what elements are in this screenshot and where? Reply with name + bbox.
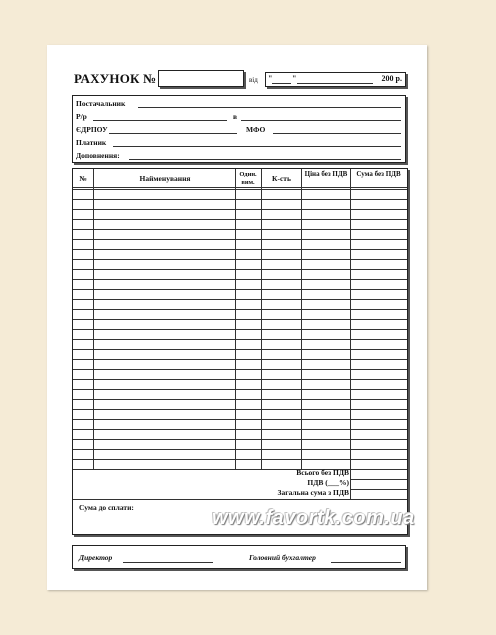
additions-label: Доповнення: [76,151,120,160]
header-divider [73,189,407,190]
parties-info-box [72,95,406,163]
column-divider [235,169,236,469]
invoice-title: РАХУНОК № [74,71,157,86]
column-divider [93,169,94,469]
sum-to-pay-divider [73,499,407,500]
col-header-number: № [79,174,87,183]
table-row [73,459,407,460]
signatures-box [72,545,406,569]
subtotal-label: Всього без ПДВ [296,468,349,477]
account-label: Р/р [76,112,87,121]
site-watermark: www.favortk.com.ua [212,507,415,529]
table-row [73,439,407,440]
table-row [73,449,407,450]
table-row [73,239,407,240]
edrpou-line [109,133,237,134]
table-row [73,469,407,470]
payer-line [113,146,401,147]
table-row [73,279,407,280]
invoice-date-field [265,72,406,87]
vat-label: ПДВ (___%) [307,478,349,487]
date-quote-open: " [268,74,273,83]
table-row [73,409,407,410]
date-from-label: від [249,76,258,84]
mfo-line [273,133,401,134]
table-row [73,339,407,340]
additions-line [129,159,401,160]
table-row [73,249,407,250]
table-row [73,379,407,380]
totals-row [350,479,407,480]
mfo-label: МФО [246,125,266,134]
column-divider [261,169,262,469]
invoice-number-field [158,70,244,87]
account-line [93,120,227,121]
column-divider [350,169,351,469]
table-row [73,199,407,200]
col-header-price: Ціна без ПДВ [304,170,348,178]
bank-in-label: в [233,112,238,121]
edrpou-label: ЄДРПОУ [76,125,108,134]
payer-label: Платник [76,138,107,147]
year-label: 200 р. [381,74,402,83]
column-divider [301,169,302,469]
col-header-qty: К-сть [272,174,291,183]
total-label: Загальна сума з ПДВ [277,488,349,497]
table-row [73,329,407,330]
table-row [73,219,407,220]
table-row [73,259,407,260]
table-row [73,309,407,310]
day-underline [272,83,291,84]
col-header-name: Найменування [139,174,191,183]
accountant-label: Головний бухгалтер [249,553,316,562]
supplier-line [138,107,401,108]
items-table [72,168,408,535]
month-underline [297,83,373,84]
table-row [73,269,407,270]
table-row [73,359,407,360]
director-signature-line [123,562,213,563]
table-row [73,429,407,430]
totals-divider [350,469,351,499]
table-row [73,399,407,400]
accountant-signature-line [331,562,401,563]
table-row [73,229,407,230]
table-row [73,299,407,300]
header-divider [73,187,407,188]
sum-to-pay-label: Сума до сплати: [79,503,134,512]
col-header-unit: Один. вим. [239,171,257,186]
table-row [73,289,407,290]
table-row [73,389,407,390]
table-row [73,319,407,320]
table-row [73,419,407,420]
supplier-label: Постачальник [76,99,126,108]
date-quote-close: " [292,74,297,83]
bank-line [241,120,401,121]
table-row [73,369,407,370]
col-header-sum: Сума без ПДВ [356,170,401,178]
table-row [73,349,407,350]
table-row [73,209,407,210]
totals-row [350,489,407,490]
director-label: Директор [79,553,113,562]
